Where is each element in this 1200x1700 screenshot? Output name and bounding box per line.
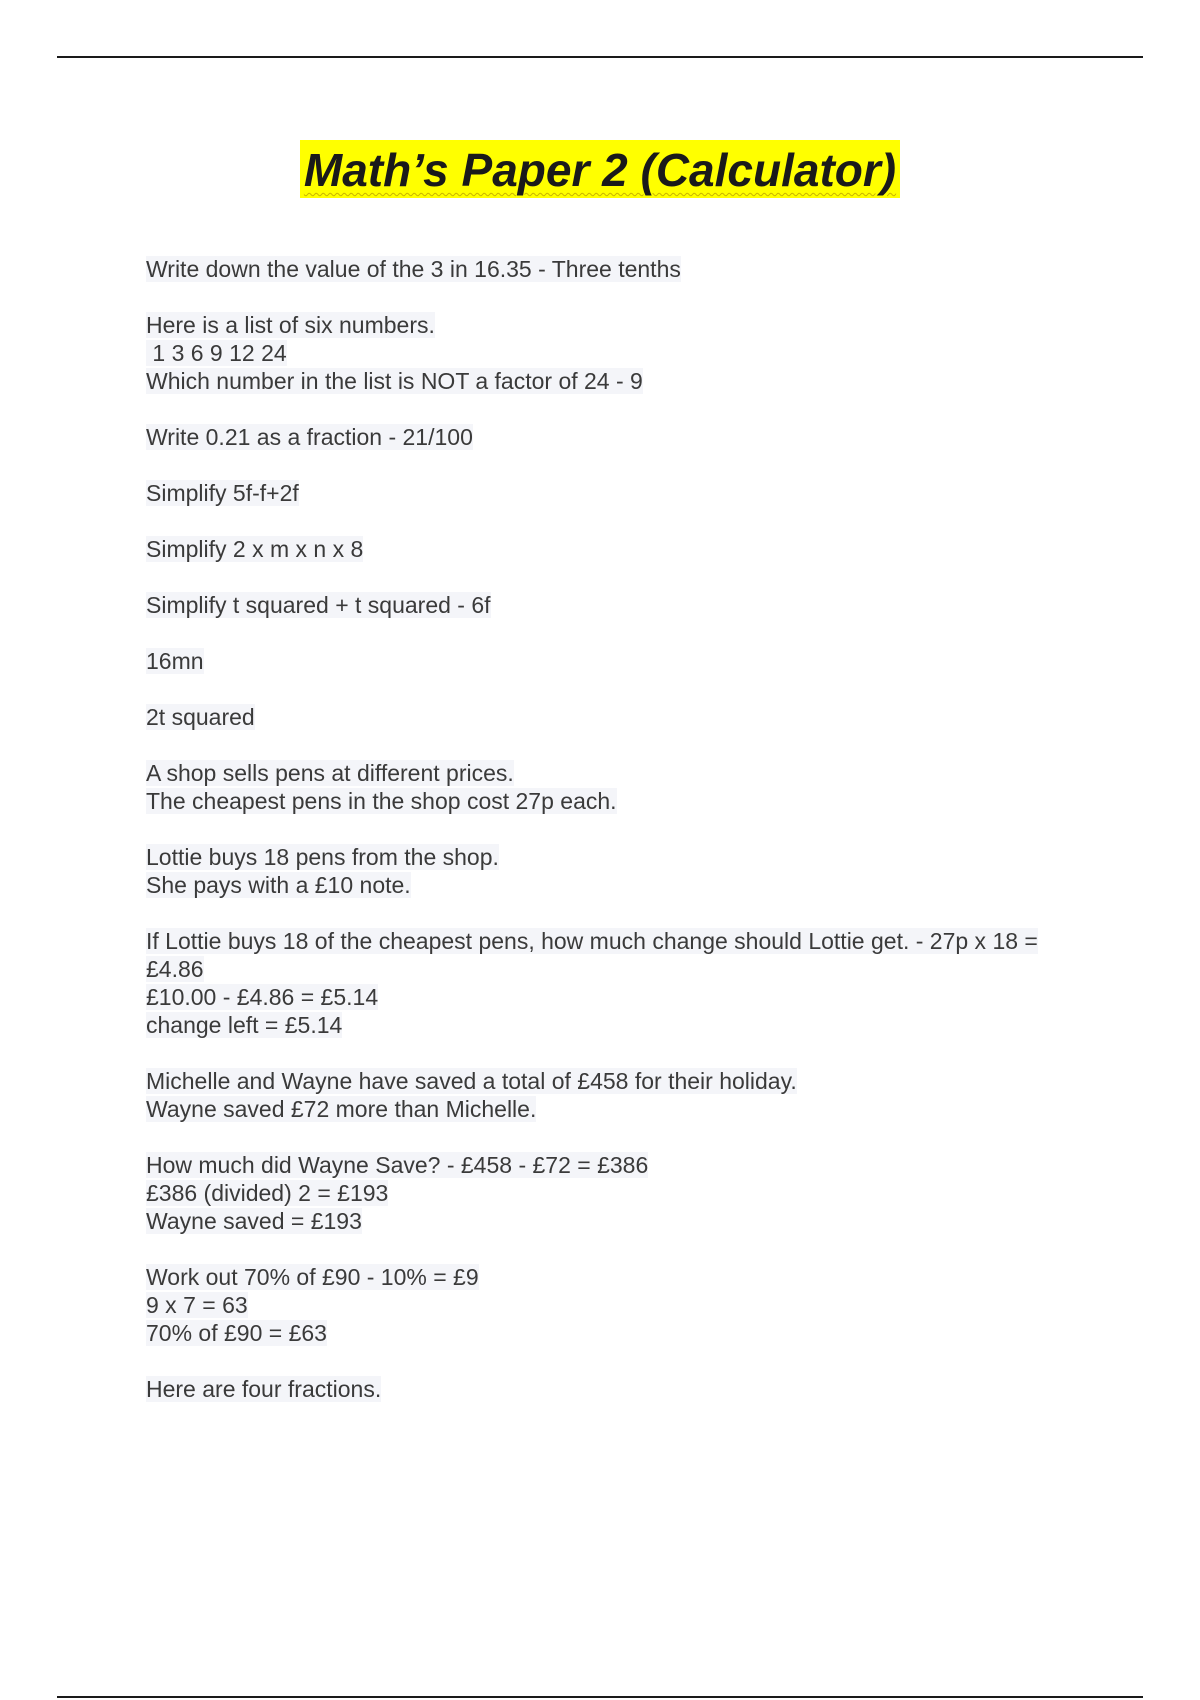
document-body bbox=[146, 255, 1106, 1431]
text-line-content: change left = £5.14 bbox=[146, 1012, 343, 1038]
text-line bbox=[146, 1207, 1106, 1235]
text-line-content: Simplify 2 x m x n x 8 bbox=[146, 536, 364, 562]
text-line bbox=[146, 367, 1106, 395]
text-line-content: £10.00 - £4.86 = £5.14 bbox=[146, 984, 379, 1010]
question-block bbox=[146, 703, 1106, 731]
text-line-content: Wayne saved = £193 bbox=[146, 1208, 362, 1234]
text-line bbox=[146, 1263, 1106, 1291]
question-block bbox=[146, 535, 1106, 563]
text-line bbox=[146, 1319, 1106, 1347]
text-line-content: Which number in the list is NOT a factor of 24 - 9 bbox=[146, 368, 643, 394]
text-line bbox=[146, 871, 1106, 899]
text-line bbox=[146, 787, 1106, 815]
question-block bbox=[146, 1151, 1106, 1235]
text-line-content: The cheapest pens in the shop cost 27p each. bbox=[146, 788, 617, 814]
text-line bbox=[146, 927, 1106, 955]
text-line-content: A shop sells pens at different prices. bbox=[146, 760, 514, 786]
title-container bbox=[0, 140, 1200, 198]
question-block bbox=[146, 759, 1106, 815]
page-title: Math’s Paper 2 (Calculator) bbox=[300, 140, 900, 198]
text-line bbox=[146, 591, 1106, 619]
text-line-content: 1 3 6 9 12 24 bbox=[146, 340, 287, 366]
text-line bbox=[146, 1151, 1106, 1179]
text-line bbox=[146, 479, 1106, 507]
text-line bbox=[146, 703, 1106, 731]
text-line bbox=[146, 255, 1106, 283]
question-block bbox=[146, 255, 1106, 283]
text-line-content: £386 (divided) 2 = £193 bbox=[146, 1180, 389, 1206]
text-line-content: Here is a list of six numbers. bbox=[146, 312, 435, 338]
text-line-content: She pays with a £10 note. bbox=[146, 872, 411, 898]
question-block bbox=[146, 1263, 1106, 1347]
text-line-content: 9 x 7 = 63 bbox=[146, 1292, 248, 1318]
text-line-content: Lottie buys 18 pens from the shop. bbox=[146, 844, 499, 870]
text-line bbox=[146, 1291, 1106, 1319]
text-line-content: Write 0.21 as a fraction - 21/100 bbox=[146, 424, 473, 450]
text-line bbox=[146, 1095, 1106, 1123]
question-block bbox=[146, 1375, 1106, 1403]
text-line bbox=[146, 535, 1106, 563]
text-line bbox=[146, 983, 1106, 1011]
text-line bbox=[146, 759, 1106, 787]
question-block bbox=[146, 647, 1106, 675]
text-line bbox=[146, 1011, 1106, 1039]
text-line-content: Wayne saved £72 more than Michelle. bbox=[146, 1096, 537, 1122]
text-line-content: Work out 70% of £90 - 10% = £9 bbox=[146, 1264, 479, 1290]
text-line bbox=[146, 843, 1106, 871]
question-block bbox=[146, 591, 1106, 619]
text-line bbox=[146, 1067, 1106, 1095]
question-block bbox=[146, 927, 1106, 1039]
text-line-content: £4.86 bbox=[146, 956, 204, 982]
bottom-rule bbox=[57, 1696, 1143, 1698]
top-rule bbox=[57, 56, 1143, 58]
text-line-content: Here are four fractions. bbox=[146, 1376, 382, 1402]
text-line bbox=[146, 647, 1106, 675]
text-line bbox=[146, 955, 1106, 983]
text-line-content: Simplify 5f-f+2f bbox=[146, 480, 299, 506]
text-line-content: 70% of £90 = £63 bbox=[146, 1320, 327, 1346]
question-block bbox=[146, 1067, 1106, 1123]
text-line bbox=[146, 1179, 1106, 1207]
text-line bbox=[146, 1375, 1106, 1403]
text-line bbox=[146, 423, 1106, 451]
text-line bbox=[146, 311, 1106, 339]
text-line-content: Write down the value of the 3 in 16.35 - Three tenths bbox=[146, 256, 681, 282]
text-line-content: 2t squared bbox=[146, 704, 255, 730]
question-block bbox=[146, 843, 1106, 899]
text-line bbox=[146, 339, 1106, 367]
question-block bbox=[146, 423, 1106, 451]
text-line-content: How much did Wayne Save? - £458 - £72 = £386 bbox=[146, 1152, 649, 1178]
text-line-content: If Lottie buys 18 of the cheapest pens, how much change should Lottie get. - 27p x 18 = bbox=[146, 928, 1038, 954]
text-line-content: Michelle and Wayne have saved a total of £458 for their holiday. bbox=[146, 1068, 797, 1094]
text-line-content: Simplify t squared + t squared - 6f bbox=[146, 592, 491, 618]
question-block bbox=[146, 479, 1106, 507]
question-block bbox=[146, 311, 1106, 395]
text-line-content: 16mn bbox=[146, 648, 204, 674]
